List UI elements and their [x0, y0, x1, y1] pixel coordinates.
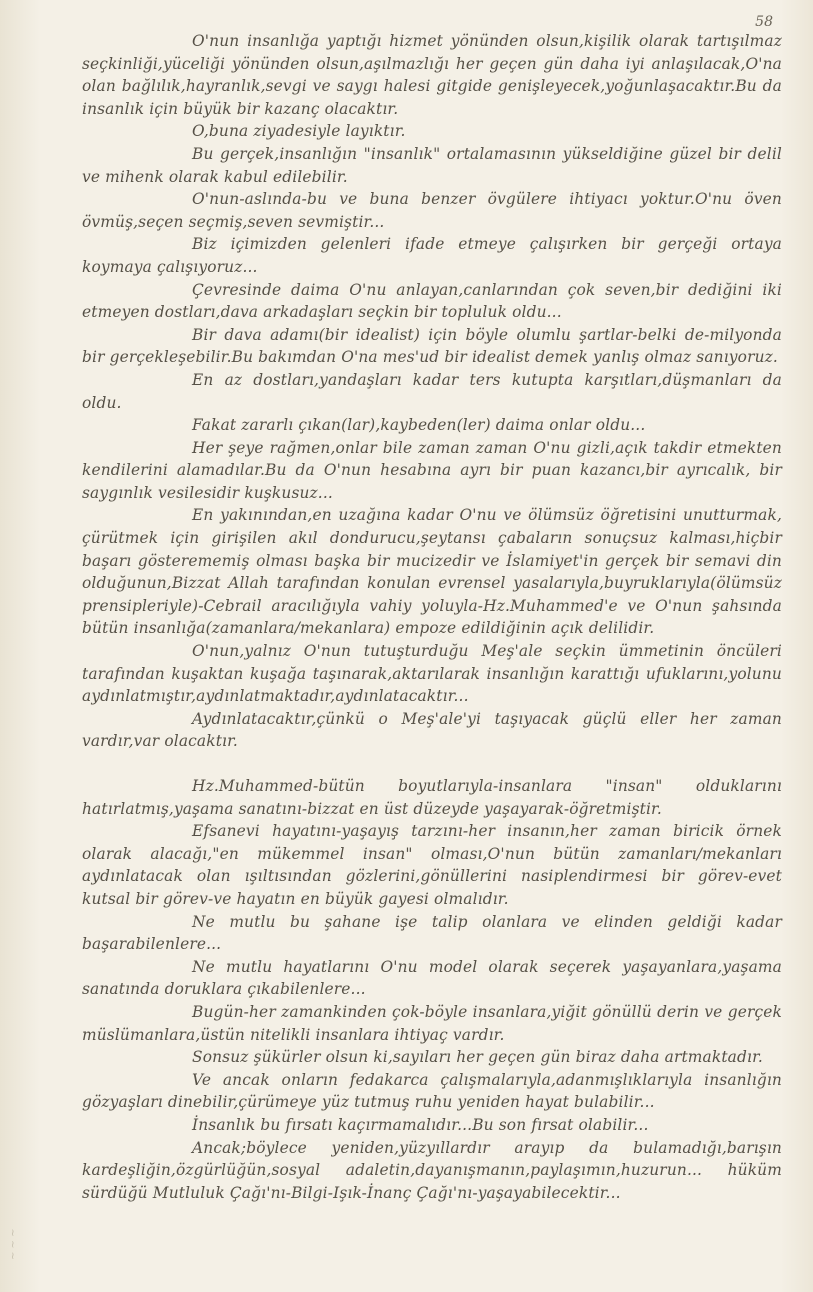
- paragraph: Her şeye rağmen,onlar bile zaman zaman O'nu gizli,açık takdir etmekten kendilerini alamadılar.Bu da O'nun hesabına ayrı bir puan kazancı,bir ayrıcalık, bir saygınlık vesilesidir kuşkusuz...: [82, 438, 782, 502]
- paragraph: En az dostları,yandaşları kadar ters kutupta karşıtları,düşmanları da oldu.: [82, 370, 782, 412]
- paragraph: Ve ancak onların fedakarca çalışmalarıyla,adanmışlıklarıyla insanlığın gözyaşları dinebilir,çürümeye yüz tutmuş ruhu yeniden hayat bulabilir...: [82, 1070, 782, 1112]
- paragraph: Efsanevi hayatını-yaşayış tarzını-her insanın,her zaman biricik örnek olarak alacağı,"en mükemmel insan" olması,O'nun bütün zamanları/mekanları aydınlatacak olan ışıltısından gözlerini,gönüllerini nasiplendirmesi bir görev-evet kutsal bir görev-ve hayatın en büyük gayesi olmalıdır.: [82, 822, 782, 908]
- paragraph: Bir dava adamı(bir idealist) için böyle olumlu şartlar-belki de-milyonda bir gerçekleşebilir.Bu bakımdan O'na mes'ud bir idealist demek yanlış olmaz sanıyoruz.: [82, 325, 782, 367]
- paragraph: Bugün-her zamankinden çok-böyle insanlara,yiğit gönüllü derin ve gerçek müslümanlara,üstün nitelikli insanlara ihtiyaç vardır.: [82, 1002, 782, 1044]
- paragraph: O'nun,yalnız O'nun tutuşturduğu Meş'ale seçkin ümmetinin öncüleri tarafından kuşaktan kuşağa taşınarak,aktarılarak insanlığın karattığı ufuklarını,yolunu aydınlatmıştır,aydınlatmaktadır,aydınlatacaktır...: [82, 642, 782, 706]
- paragraph: O,buna ziyadesiyle layıktır.: [192, 122, 406, 141]
- paragraph: Aydınlatacaktır,çünkü o Meş'ale'yi taşıyacak güçlü eller her zaman vardır,var olacaktır.: [82, 709, 782, 751]
- paragraph: Çevresinde daima O'nu anlayan,canlarından çok seven,bir dediğini iki etmeyen dostları,dava arkadaşları seçkin bir topluluk oldu...: [82, 280, 782, 322]
- paragraph: Bu gerçek,insanlığın "insanlık" ortalamasının yükseldiğine güzel bir delil ve mihenk olarak kabul edilebilir.: [82, 144, 782, 186]
- paragraph: Sonsuz şükürler olsun ki,sayıları her geçen gün biraz daha artmaktadır.: [192, 1048, 763, 1067]
- paragraph: Fakat zararlı çıkan(lar),kaybeden(ler) daima onlar oldu...: [192, 416, 646, 435]
- paragraph: Hz.Muhammed-bütün boyutlarıyla-insanlara "insan" olduklarını hatırlatmış,yaşama sanatını-bizzat en üst düzeyde yaşayarak-öğretmiştir.: [82, 777, 782, 818]
- margin-handwriting-mark: ~ ~ ~: [8, 1228, 19, 1260]
- paragraph: O'nun-aslında-bu ve buna benzer övgülere ihtiyacı yoktur.O'nu öven övmüş,seçen seçmiş,seven sevmiştir...: [82, 190, 782, 231]
- paragraph: Ancak;böylece yeniden,yüzyıllardır arayıp da bulamadığı,barışın kardeşliğin,özgürlüğün,sosyal adaletin,dayanışmanın,paylaşımın,huzurun... hüküm sürdüğü Mutluluk Çağı'nı-Bilgi-Işık-İnanç Çağı'nı-yaşayabilecektir...: [82, 1138, 782, 1202]
- paragraph: Ne mutlu bu şahane işe talip olanlara ve elinden geldiği kadar başarabilenlere...: [82, 912, 782, 954]
- paragraph: En yakınından,en uzağına kadar O'nu ve ölümsüz öğretisini unutturmak, çürütmek için girişilen akıl dondurucu,şeytansı çabaların sonuçsuz kalması,hiçbir başarı gösterememiş olması başka bir mucizedir ve İslamiyet'in gerçek bir semavi din olduğunun,Bizzat Allah tarafından konulan evrensel yasalarıyla,buyruklarıyla(ölümsüz prensipleriyle)-Cebrail aracılığıyla vahiy yoluyla-Hz.Muhammed'e ve O'nun şahsında bütün insanlığa(zamanlara/mekanlara) empoze edildiğinin açık delilidir.: [82, 506, 782, 638]
- body-text: [82, 30, 782, 1204]
- paragraph: O'nun insanlığa yaptığı hizmet yönünden olsun,kişilik olarak tartışılmaz seçkinliği,yüceliği yönünden olsun,aşılmazlığı her geçen gün daha iyi anlaşılacak,O'na olan bağlılık,hayranlık,sevgi ve saygı halesi gitgide genişleyecek,yoğunlaşacaktır.Bu da insanlık için büyük bir kazanç olacaktır.: [82, 32, 782, 118]
- page-number: 58: [755, 14, 773, 30]
- paragraph: Biz içimizden gelenleri ifade etmeye çalışırken bir gerçeği ortaya koymaya çalışıyoruz...: [82, 235, 782, 276]
- paragraph: İnsanlık bu fırsatı kaçırmamalıdır...Bu son fırsat olabilir...: [192, 1115, 649, 1134]
- paragraph: Ne mutlu hayatlarını O'nu model olarak seçerek yaşayanlara,yaşama sanatında doruklara çıkabilenlere...: [82, 957, 782, 999]
